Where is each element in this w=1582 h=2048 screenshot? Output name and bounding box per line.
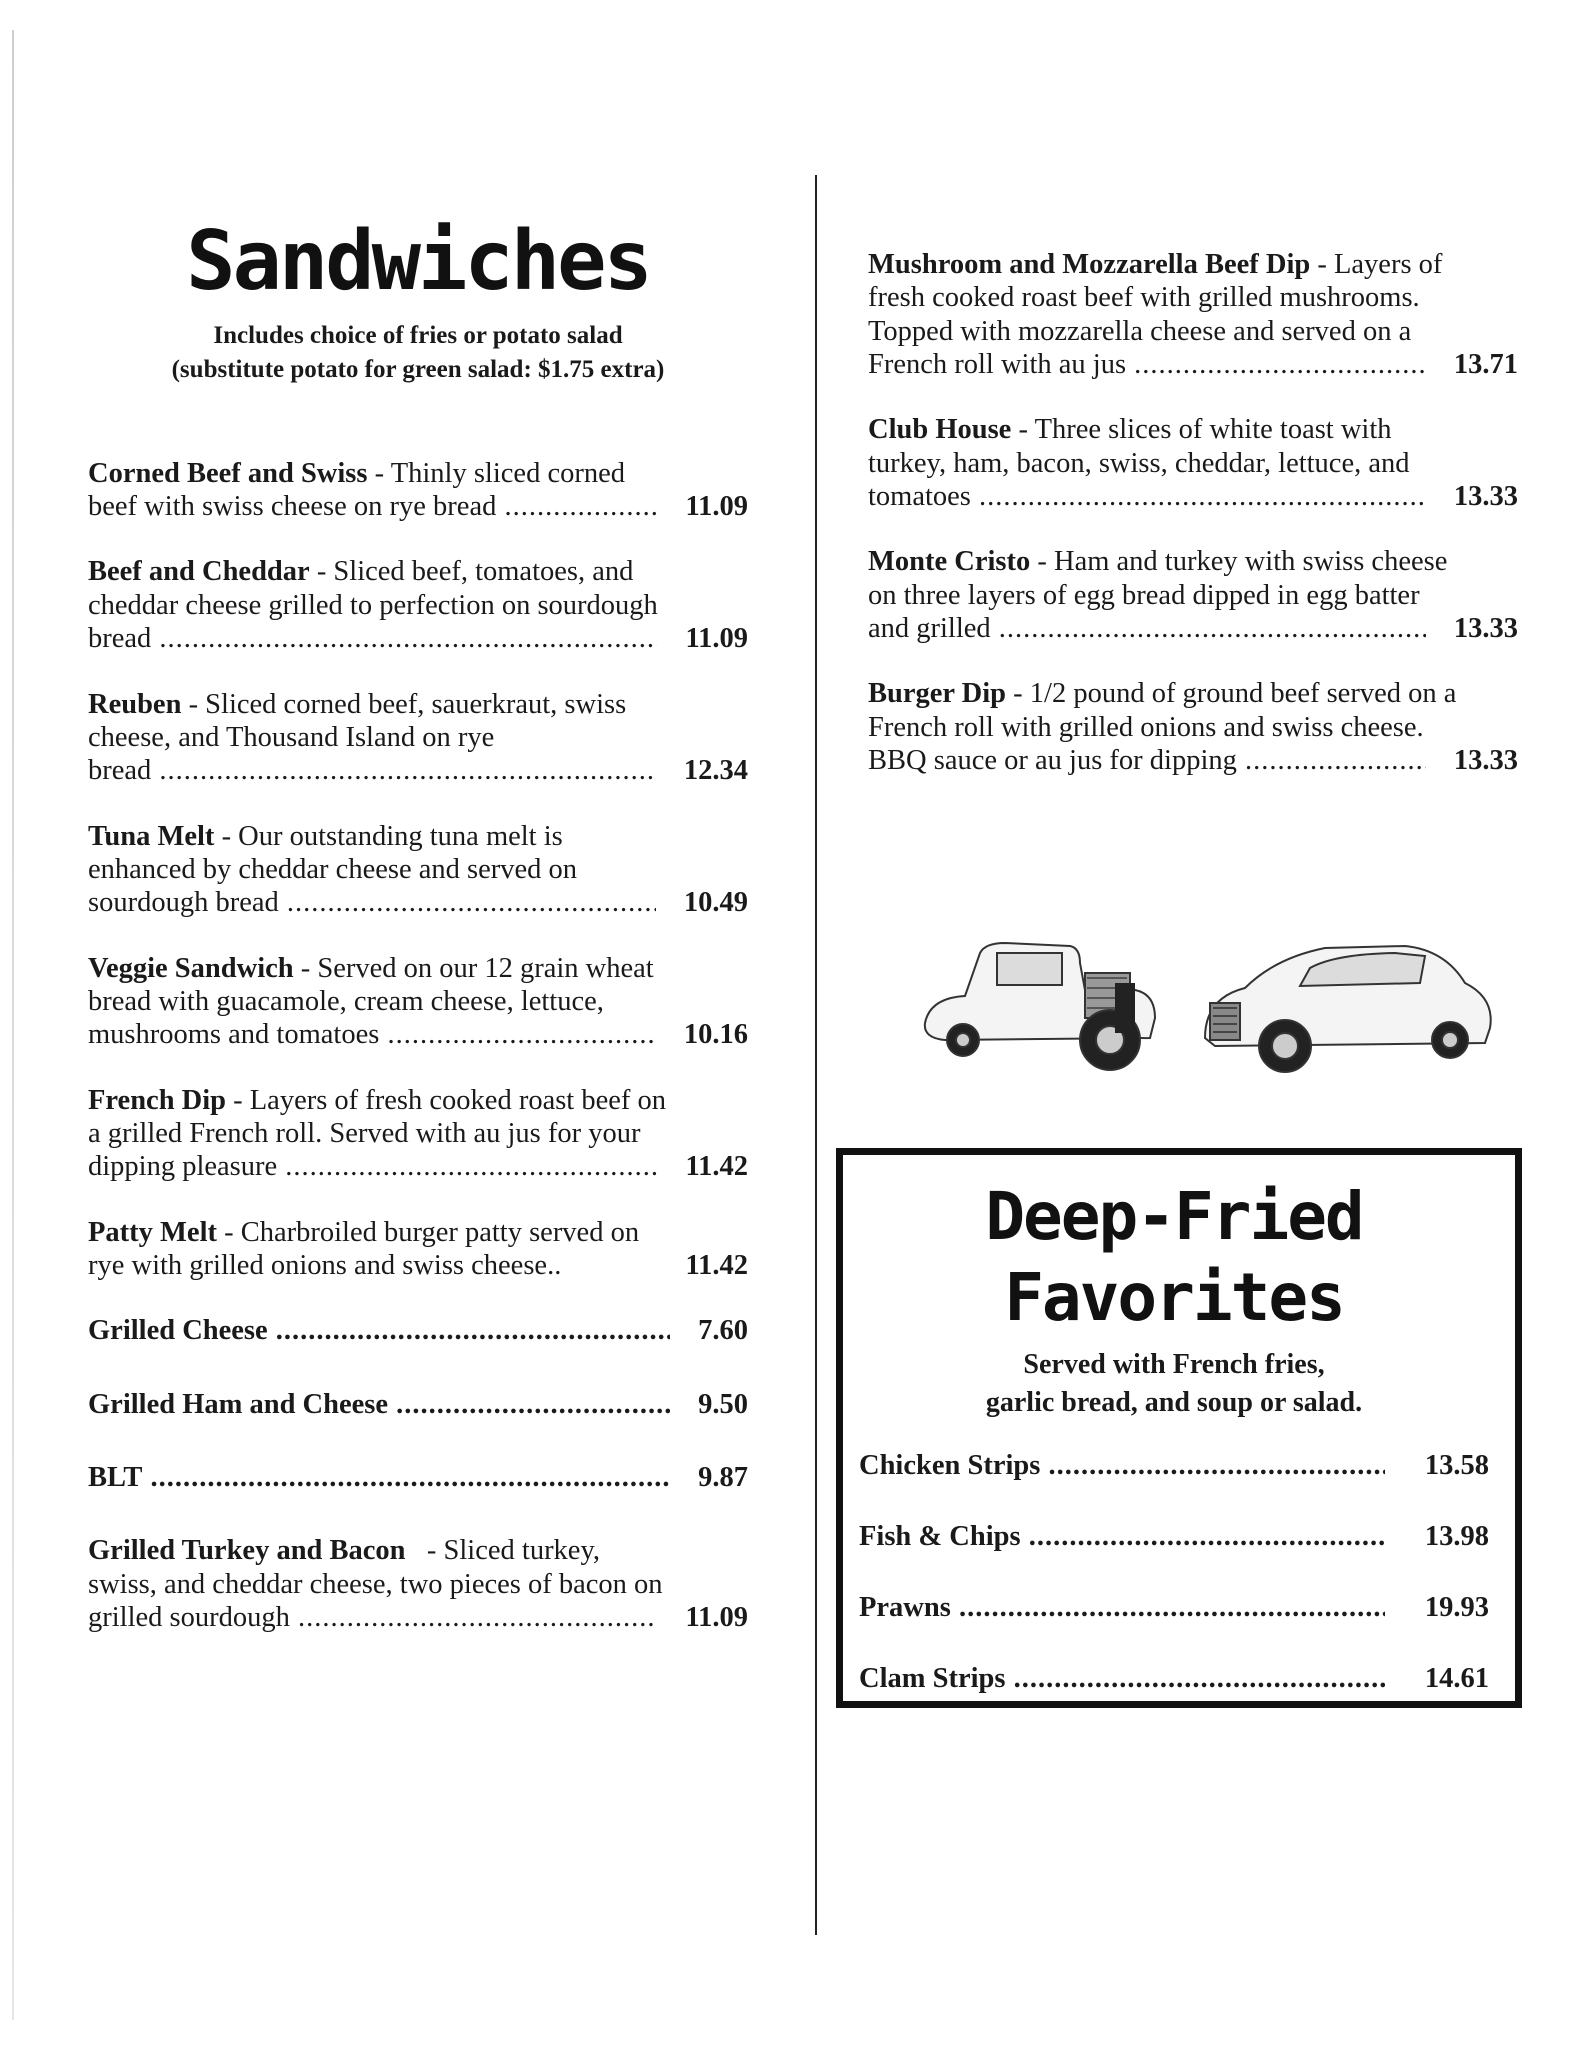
- item-name: Reuben: [88, 688, 182, 720]
- hot-rod-cars-illustration: [905, 928, 1505, 1088]
- item-price: 13.33: [1453, 745, 1518, 777]
- item-price: 12.34: [683, 755, 748, 787]
- item-price: 10.16: [683, 1019, 748, 1051]
- item-desc: - Three slices of white toast with: [1011, 414, 1392, 446]
- item-desc: turkey, ham, bacon, swiss, cheddar, lettuce, and: [868, 447, 1410, 479]
- item-desc: - Ham and turkey with swiss cheese: [1030, 546, 1448, 578]
- hot-rod-car-icon: [925, 943, 1155, 1070]
- item-price: 9.50: [698, 1388, 748, 1420]
- item-price: 9.87: [698, 1462, 748, 1494]
- deep-fried-box: [836, 1148, 1522, 1708]
- item-desc: - Sliced corned beef, sauerkraut, swiss: [181, 688, 627, 720]
- item-name: Grilled Turkey and Bacon: [88, 1535, 406, 1567]
- item-desc: dipping pleasure .....: [88, 1150, 657, 1183]
- item-price: 10.49: [683, 887, 748, 919]
- menu-item-grilled-ham-cheese: [88, 1388, 748, 1421]
- item-price: 13.71: [1453, 349, 1518, 381]
- item-desc: beef with swiss cheese on rye bread .....: [88, 490, 657, 523]
- item-desc: fresh cooked roast beef with grilled mushrooms.: [868, 282, 1420, 314]
- item-desc: rye with grilled onions and swiss cheese..: [88, 1249, 562, 1281]
- sandwiches-title: Sandwiches: [186, 214, 650, 309]
- item-name: Grilled Cheese .....: [88, 1314, 670, 1347]
- item-desc: swiss, and cheddar cheese, two pieces of bacon on: [88, 1568, 663, 1600]
- menu-item-reuben: [88, 688, 748, 788]
- item-desc: a grilled French roll. Served with au jus for your: [88, 1117, 641, 1149]
- item-name: Prawns .....: [859, 1592, 1385, 1624]
- menu-item-tuna-melt: [88, 820, 748, 920]
- item-name: Monte Cristo: [868, 546, 1031, 578]
- item-name: Beef and Cheddar: [88, 556, 310, 588]
- item-desc: - 1/2 pound of ground beef served on a: [1006, 678, 1457, 710]
- item-name: Fish & Chips .....: [859, 1521, 1385, 1553]
- menu-item-grilled-cheese: [88, 1314, 748, 1347]
- item-price: 14.61: [1424, 1662, 1489, 1694]
- item-desc: bread .....: [88, 754, 656, 787]
- deep-fried-title: [859, 1177, 1489, 1338]
- item-price: 13.98: [1424, 1520, 1489, 1552]
- menu-item-prawns: [859, 1592, 1489, 1663]
- classic-sedan-car-icon: [1205, 946, 1491, 1072]
- item-name: Chicken Strips .....: [859, 1450, 1385, 1482]
- item-name: Corned Beef and Swiss: [88, 457, 368, 489]
- item-name: Patty Melt: [88, 1216, 217, 1248]
- menu-item-club-house: [868, 413, 1518, 513]
- menu-item-fish-chips: [859, 1521, 1489, 1592]
- menu-item-french-dip: [88, 1084, 748, 1184]
- item-desc: and grilled .....: [868, 612, 1426, 645]
- sandwiches-right-column: [868, 248, 1518, 809]
- item-price: 11.42: [685, 1151, 748, 1183]
- item-desc: - Layers of fresh cooked roast beef on: [226, 1084, 667, 1116]
- item-desc: sourdough bread .....: [88, 886, 656, 919]
- item-desc: BBQ sauce or au jus for dipping .....: [868, 744, 1426, 777]
- item-price: 13.58: [1424, 1449, 1489, 1481]
- item-price: 13.33: [1453, 613, 1518, 645]
- item-name: Mushroom and Mozzarella Beef Dip: [868, 249, 1311, 280]
- item-desc: - Our outstanding tuna melt is: [214, 820, 563, 852]
- menu-item-patty-melt: [88, 1216, 748, 1283]
- item-desc: French roll with grilled onions and swiss cheese.: [868, 711, 1424, 743]
- item-desc: bread with guacamole, cream cheese, lettuce,: [88, 985, 604, 1017]
- menu-item-mushroom-mozzarella-dip: [868, 248, 1518, 381]
- item-price: 11.09: [685, 491, 748, 523]
- menu-item-chicken-strips: [859, 1450, 1489, 1521]
- item-name: Burger Dip: [868, 678, 1007, 710]
- item-price: 11.42: [685, 1249, 748, 1281]
- deep-fried-subtitle-line-2: garlic bread, and soup or salad.: [985, 1386, 1363, 1418]
- menu-item-clam-strips: [859, 1663, 1489, 1734]
- column-divider: [815, 175, 817, 1935]
- item-name: French Dip: [88, 1084, 227, 1116]
- menu-item-blt: [88, 1461, 748, 1494]
- menu-item-veggie-sandwich: [88, 952, 748, 1052]
- menu-item-corned-beef: [88, 457, 748, 524]
- item-desc: grilled sourdough .....: [88, 1601, 657, 1634]
- sandwiches-column: [88, 215, 748, 1666]
- menu-item-beef-cheddar: [88, 555, 748, 655]
- item-price: 19.93: [1424, 1591, 1489, 1623]
- item-price: 7.60: [698, 1315, 748, 1347]
- sandwich-list: [88, 457, 748, 1635]
- item-desc: tomatoes .....: [868, 480, 1426, 513]
- item-desc: - Charbroiled burger patty served on: [216, 1216, 640, 1248]
- subtitle-line-2: (substitute potato for green salad: $1.75 extra): [171, 356, 665, 384]
- sandwiches-subtitle: [88, 319, 748, 387]
- item-desc: cheese, and Thousand Island on rye: [88, 721, 495, 753]
- item-price: 13.33: [1453, 481, 1518, 513]
- item-desc: bread .....: [88, 622, 657, 655]
- deep-fried-title-line-1: Deep-Fried: [985, 1178, 1363, 1255]
- item-desc: mushrooms and tomatoes .....: [88, 1018, 656, 1051]
- item-desc: - Layers of: [1310, 249, 1443, 280]
- menu-item-grilled-turkey-bacon: [88, 1534, 748, 1634]
- menu-item-monte-cristo: [868, 545, 1518, 645]
- item-name: BLT .....: [88, 1461, 670, 1494]
- item-price: 11.09: [685, 623, 748, 655]
- scan-edge-line: [12, 30, 14, 2020]
- item-desc: - Served on our 12 grain wheat: [293, 952, 654, 984]
- item-name: Grilled Ham and Cheese .....: [88, 1388, 670, 1421]
- item-desc: cheddar cheese grilled to perfection on sourdough: [88, 589, 658, 621]
- item-desc: - Sliced beef, tomatoes, and: [309, 556, 634, 588]
- subtitle-line-1: Includes choice of fries or potato salad: [213, 322, 623, 350]
- deep-fried-subtitle-line-1: Served with French fries,: [1023, 1349, 1325, 1381]
- item-desc: Topped with mozzarella cheese and served on a: [868, 315, 1412, 347]
- item-desc: enhanced by cheddar cheese and served on: [88, 853, 578, 885]
- item-desc: on three layers of egg bread dipped in egg batter: [868, 579, 1420, 611]
- item-name: Club House: [868, 414, 1012, 446]
- deep-fried-subtitle: [859, 1346, 1489, 1422]
- deep-fried-list: [859, 1450, 1489, 1734]
- item-desc: - Sliced turkey,: [405, 1535, 600, 1567]
- item-desc: - Thinly sliced corned: [367, 457, 625, 489]
- item-name: Clam Strips .....: [859, 1663, 1385, 1695]
- item-desc: French roll with au jus .....: [868, 348, 1426, 381]
- item-name: Tuna Melt: [88, 820, 215, 852]
- menu-item-burger-dip: [868, 677, 1518, 777]
- item-name: Veggie Sandwich: [88, 952, 294, 984]
- deep-fried-title-line-2: Favorites: [1004, 1258, 1344, 1336]
- item-price: 11.09: [685, 1602, 748, 1634]
